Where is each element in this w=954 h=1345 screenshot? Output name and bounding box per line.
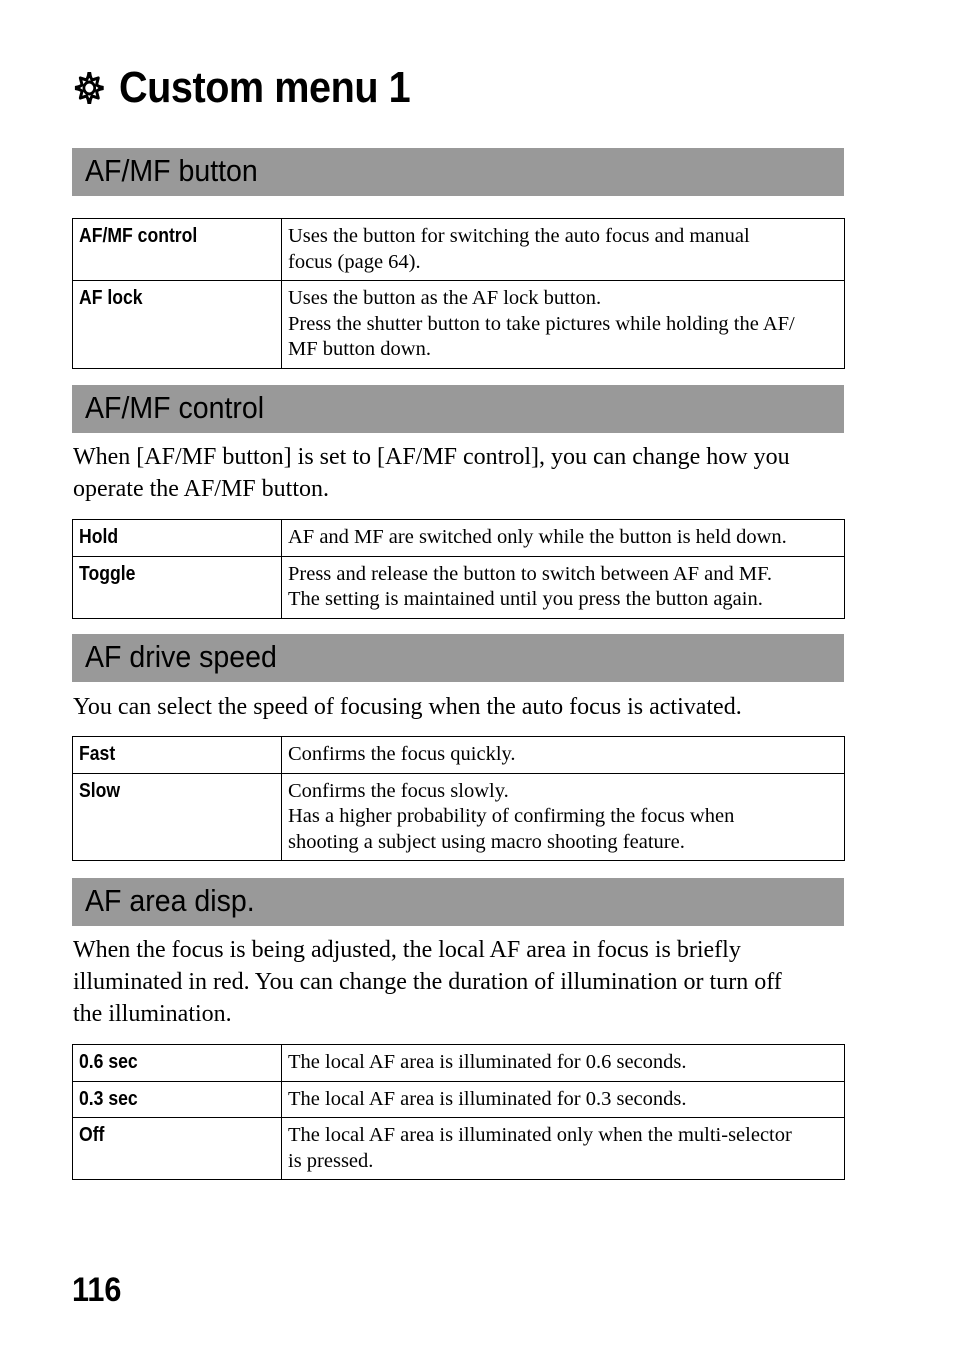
option-description: AF and MF are switched only while the button is held down. [282,520,845,557]
option-name: AF/MF control [73,219,282,281]
option-description: Uses the button as the AF lock button. Press the shutter button to take pictures while holding the AF/ MF button down. [282,281,845,369]
section-title: AF area disp. [85,883,255,918]
table-row [73,1081,845,1118]
section-header-af-area-disp [72,878,844,926]
table-row [73,773,845,861]
page-title-text: Custom menu 1 [119,63,411,112]
option-description: Uses the button for switching the auto focus and manual focus (page 64). [282,219,845,281]
option-description: The local AF area is illuminated for 0.3 seconds. [282,1081,845,1118]
options-table-af-mf-button [72,218,845,369]
section-title: AF/MF button [85,153,258,188]
option-name: Fast [73,737,282,774]
option-name: Slow [73,773,282,861]
options-table-af-mf-control [72,519,845,619]
option-name: AF lock [73,281,282,369]
page-number: 116 [72,1271,122,1309]
option-description: Press and release the button to switch between AF and MF. The setting is maintained until you press the button again. [282,556,845,618]
section-title: AF/MF control [85,390,265,425]
section-title: AF drive speed [85,639,277,674]
section-header-af-mf-control [72,385,844,433]
gear-icon [74,71,105,105]
option-name: 0.3 sec [73,1081,282,1118]
table-row [73,556,845,618]
section-header-af-mf-button [72,148,844,196]
page-title [74,60,410,116]
option-description: Confirms the focus quickly. [282,737,845,774]
table-row [73,281,845,369]
option-name: Toggle [73,556,282,618]
options-table-af-area-disp [72,1044,845,1180]
table-row [73,1045,845,1082]
section-intro: When [AF/MF button] is set to [AF/MF control], you can change how you operate the AF/MF button. [73,444,790,502]
table-row [73,219,845,281]
option-description: The local AF area is illuminated only when the multi-selector is pressed. [282,1118,845,1180]
section-header-af-drive-speed [72,634,844,682]
option-name: 0.6 sec [73,1045,282,1082]
table-row [73,520,845,557]
table-row [73,1118,845,1180]
option-description: Confirms the focus slowly. Has a higher probability of confirming the focus when shooting a subject using macro shooting feature. [282,773,845,861]
option-description: The local AF area is illuminated for 0.6 seconds. [282,1045,845,1082]
options-table-af-drive-speed [72,736,845,861]
table-row [73,737,845,774]
option-name: Hold [73,520,282,557]
section-intro: When the focus is being adjusted, the local AF area in focus is briefly illuminated in red. You can change the duration of illumination or turn off the illumination. [73,937,782,1027]
option-name: Off [73,1118,282,1180]
section-intro: You can select the speed of focusing when the auto focus is activated. [73,694,742,720]
